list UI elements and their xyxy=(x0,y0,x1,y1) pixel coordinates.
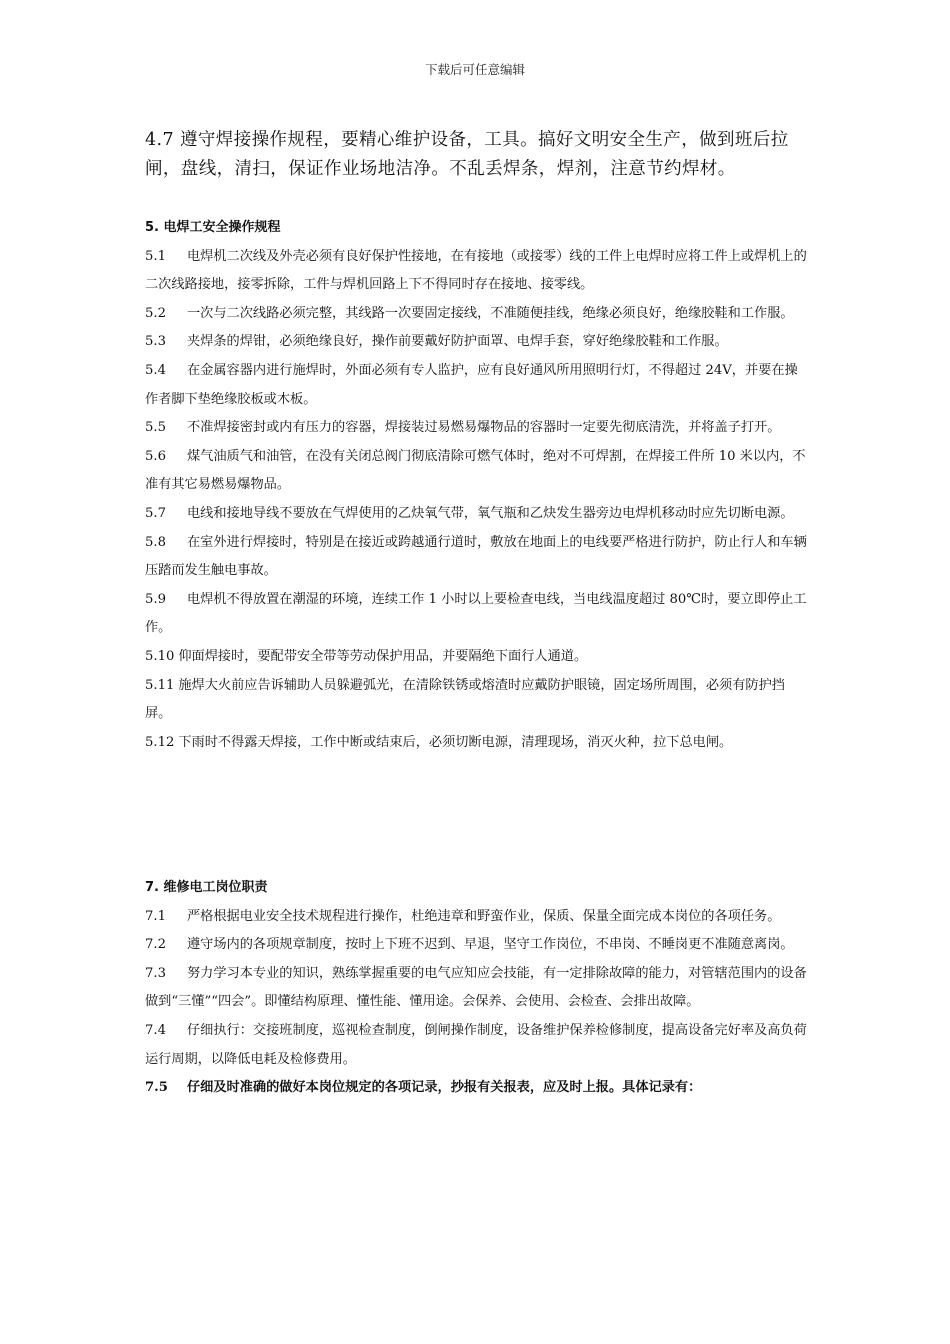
item-number: 5.3 xyxy=(145,334,166,350)
item-text: 一次与二次线路必须完整，其线路一次要固定接线，不准随便挂线，绝缘必须良好，绝缘胶鞋和工作服。 xyxy=(187,305,794,321)
item-text: 在金属容器内进行施焊时，外面必须有专人监护，应有良好通风所用照明行灯，不得超过 24V，并要在操作者脚下垫绝缘胶板或木板。 xyxy=(145,362,798,407)
list-item xyxy=(145,960,810,1017)
list-item xyxy=(145,1074,810,1103)
section-5 xyxy=(145,214,810,757)
item-number: 5.6 xyxy=(145,448,166,464)
item-number: 7.4 xyxy=(145,1022,166,1038)
list-item xyxy=(145,903,810,932)
item-number: 7.3 xyxy=(145,965,166,981)
section-7-title: 7. 维修电工岗位职责 xyxy=(145,880,268,895)
item-number: 5.9 xyxy=(145,591,166,607)
item-text: 电焊机二次线及外壳必须有良好保护性接地，在有接地（或接零）线的工件上电焊时应将工件上或焊机上的二次线路接地，接零拆除，工件与焊机回路上下不得同时存在接地、接零线。 xyxy=(145,248,807,293)
list-item xyxy=(145,586,810,643)
item-number: 7.1 xyxy=(145,908,166,924)
list-item xyxy=(145,300,810,329)
item-text: 下雨时不得露天焊接，工作中断或结束后，必须切断电源，清理现场，消灭火种，拉下总电闸。 xyxy=(178,734,733,750)
page-header: 下载后可任意编辑 xyxy=(424,62,525,77)
list-item xyxy=(145,729,810,758)
item-text: 严格根据电业安全技术规程进行操作，杜绝违章和野蛮作业，保质、保量全面完成本岗位的各项任务。 xyxy=(187,908,781,924)
item-text: 电线和接地导线不要放在气焊使用的乙炔氧气带，氧气瓶和乙炔发生器旁边电焊机移动时应先切断电源。 xyxy=(187,505,794,521)
item-text: 遵守场内的各项规章制度，按时上下班不迟到、早退，坚守工作岗位，不串岗、不睡岗更不准随意离岗。 xyxy=(187,937,794,953)
item-text: 煤气油质气和油管，在没有关闭总阀门彻底清除可燃气体时，绝对不可焊割，在焊接工件所 10 米以内，不准有其它易燃易爆物品。 xyxy=(145,448,806,493)
item-text: 仔细及时准确的做好本岗位规定的各项记录，抄报有关报表，应及时上报。具体记录有： xyxy=(187,1080,702,1096)
list-item xyxy=(145,672,810,729)
intro-paragraph: 4.7 遵守焊接操作规程，要精心维护设备，工具。搞好文明安全生产，做到班后拉闸，盘线，清扫，保证作业场地洁净。不乱丢焊条，焊剂，注意节约焊材。 xyxy=(145,130,789,179)
list-item xyxy=(145,1017,810,1074)
item-number: 5.4 xyxy=(145,362,166,378)
item-text: 在室外进行焊接时，特别是在接近或跨越通行道时，敷放在地面上的电线要严格进行防护，防止行人和车辆压踏而发生触电事故。 xyxy=(145,534,807,579)
item-number: 5.12 xyxy=(145,734,175,750)
list-item xyxy=(145,414,810,443)
list-item xyxy=(145,243,810,300)
item-text: 仰面焊接时，要配带安全带等劳动保护用品，并要隔绝下面行人通道。 xyxy=(178,648,588,664)
item-number: 7.2 xyxy=(145,937,166,953)
item-number: 5.2 xyxy=(145,305,166,321)
item-text: 电焊机不得放置在潮湿的环境，连续工作 1 小时以上要检查电线，当电线温度超过 80℃时，要立即停止工作。 xyxy=(145,591,807,636)
list-item xyxy=(145,500,810,529)
item-number: 5.8 xyxy=(145,534,166,550)
item-text: 夹焊条的焊钳，必须绝缘良好，操作前要戴好防护面罩、电焊手套，穿好绝缘胶鞋和工作服。 xyxy=(187,334,728,350)
item-number: 5.10 xyxy=(145,648,175,664)
list-item xyxy=(145,328,810,357)
item-number: 5.7 xyxy=(145,505,166,521)
section-5-title: 5. 电焊工安全操作规程 xyxy=(145,220,281,235)
item-number: 5.5 xyxy=(145,420,166,436)
list-item xyxy=(145,643,810,672)
item-number: 5.1 xyxy=(145,248,166,264)
item-text: 施焊大火前应告诉辅助人员躲避弧光，在清除铁锈或熔渣时应戴防护眼镜，固定场所周围，必须有防护挡屏。 xyxy=(145,677,785,722)
list-item xyxy=(145,931,810,960)
item-number: 7.5 xyxy=(145,1080,168,1096)
section-7 xyxy=(145,874,810,1103)
item-text: 仔细执行：交接班制度，巡视检查制度，倒闸操作制度，设备维护保养检修制度，提高设备完好率及高负荷运行周期，以降低电耗及检修费用。 xyxy=(145,1022,807,1067)
item-number: 5.11 xyxy=(145,677,175,693)
item-text: 努力学习本专业的知识，熟练掌握重要的电气应知应会技能，有一定排除故障的能力，对管辖范围内的设备做到“三懂”“四会”。即懂结构原理、懂性能、懂用途。会保养、会使用、会检查、会排出故障。 xyxy=(145,965,807,1010)
item-text: 不准焊接密封或内有压力的容器，焊接装过易燃易爆物品的容器时一定要先彻底清洗，并将盖子打开。 xyxy=(187,420,781,436)
list-item xyxy=(145,443,810,500)
list-item xyxy=(145,357,810,414)
list-item xyxy=(145,529,810,586)
